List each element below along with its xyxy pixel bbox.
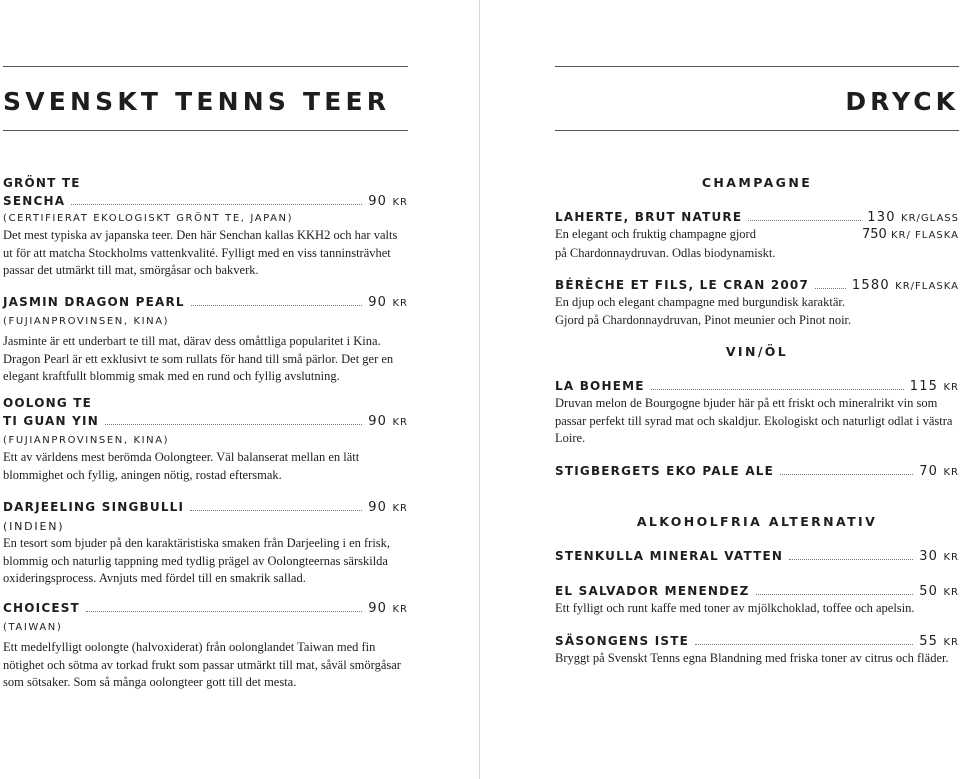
dot-leader	[789, 558, 913, 560]
page-fold	[479, 0, 480, 779]
item-description: Jasminte är ett underbart te till mat, därav dess omåttliga popularitet i Kina. Dragon Pearl är ett exklusivt te som rullats för hand till små pärlor. Det ger en elegant kraftfullt blommig smak med en rund och fyllig avslutning.	[3, 334, 394, 383]
dot-leader	[695, 643, 913, 645]
menu-item-row	[3, 293, 408, 311]
item-description: Druvan melon de Bourgogne bjuder här på ett friskt och mineralrikt vin som passar perfekt till syrad mat och skaldjur. Ekologiskt och naturligt odlat i västra Loire.	[555, 396, 953, 445]
title-bottom-rule	[3, 130, 408, 131]
item-description: Ett fylligt och runt kaffe med toner av mjölkchoklad, toffee och apelsin.	[555, 601, 915, 615]
dot-leader	[651, 388, 904, 390]
menu-item-row	[3, 192, 408, 210]
menu-item-row	[555, 462, 959, 480]
menu-item-row	[3, 412, 408, 430]
item-origin: (FUJIANPROVINSEN, KINA)	[3, 435, 170, 446]
menu-item-row	[555, 377, 959, 395]
item-origin: (FUJIANPROVINSEN, KINA)	[3, 316, 170, 327]
menu-item-el-salvador	[555, 582, 959, 618]
page-title-drinks: DRYCK	[845, 87, 959, 116]
item-name: CHOICEST	[3, 601, 80, 615]
dot-leader	[815, 287, 846, 289]
menu-item-laherte	[555, 208, 959, 262]
menu-item-bereche	[555, 276, 959, 329]
item-price-glass: 130 KR/GLASS	[867, 210, 959, 225]
menu-item-darjeeling-singbulli	[3, 498, 408, 588]
dot-leader	[86, 610, 362, 612]
item-price: 115 KR	[909, 379, 959, 394]
menu-item-row	[3, 498, 408, 516]
item-description: En tesort som bjuder på den karaktäristiska smaken från Darjeeling i en frisk, blommig och naturlig tappning med tydlig prägel av Oolongteernas särskilda oxideringsprocess. Avnjuts med fördel till en smakrik sallad.	[3, 536, 391, 585]
menu-item-row	[555, 547, 959, 565]
item-name: LAHERTE, BRUT NATURE	[555, 210, 743, 224]
item-price: 90 KR	[368, 500, 408, 515]
menu-item-jasmin-dragon-pearl	[3, 293, 408, 386]
menu-section-green-tea	[3, 174, 408, 280]
menu-item-la-boheme	[555, 377, 959, 448]
item-origin: (INDIEN)	[3, 520, 65, 533]
item-price: 90 KR	[368, 295, 408, 310]
item-origin: (TAIWAN)	[3, 622, 63, 633]
menu-item-stigbergets	[555, 462, 959, 480]
item-description: Bryggt på Svenskt Tenns egna Blandning med friska toner av citrus och fläder.	[555, 651, 949, 665]
menu-item-row	[3, 599, 408, 617]
section-heading-wine-beer: VIN/ÖL	[725, 344, 789, 359]
item-description: Ett medelfylligt oolongte (halvoxiderat) från oolonglandet Taiwan med fin nötighet och sötma av torkad frukt som passar utmärkt till mat, såväl smörgåsar som sötsaker. Som så många oolongteer gott till det mesta.	[3, 640, 401, 689]
menu-item-row	[555, 276, 959, 294]
section-heading-non-alcoholic: ALKOHOLFRIA ALTERNATIV	[636, 514, 878, 529]
item-description-line: på Chardonnaydruvan. Odlas biodynamiskt.	[555, 245, 776, 260]
title-top-rule	[3, 66, 408, 67]
item-price-bottle: 750 KR/ FLASKA	[862, 227, 959, 242]
menu-item-iste	[555, 632, 959, 668]
title-bottom-rule	[555, 130, 959, 131]
item-name: JASMIN DRAGON PEARL	[3, 295, 185, 309]
item-price: 1580 KR/FLASKA	[851, 278, 959, 293]
dot-leader	[780, 473, 913, 475]
menu-item-choicest	[3, 599, 408, 692]
item-name: STENKULLA MINERAL VATTEN	[555, 549, 784, 563]
dot-leader	[105, 423, 362, 425]
item-name: SENCHA	[3, 194, 66, 208]
dot-leader	[756, 593, 914, 595]
item-price: 90 KR	[368, 601, 408, 616]
menu-item-row	[555, 582, 959, 600]
dot-leader	[71, 203, 362, 205]
item-price: 30 KR	[919, 549, 959, 564]
item-price: 70 KR	[919, 464, 959, 479]
item-name: STIGBERGETS EKO PALE ALE	[555, 464, 775, 478]
section-heading: GRÖNT TE	[3, 176, 81, 190]
item-name: DARJEELING SINGBULLI	[3, 500, 185, 514]
menu-section-oolong	[3, 394, 408, 484]
item-name: BÉRÈCHE ET FILS, LE CRAN 2007	[555, 278, 810, 292]
menu-item-row	[555, 632, 959, 650]
dot-leader	[190, 509, 362, 511]
item-price: 50 KR	[919, 584, 959, 599]
title-top-rule	[555, 66, 959, 67]
dot-leader	[748, 219, 861, 221]
section-heading: OOLONG TE	[3, 396, 93, 410]
menu-item-row	[555, 208, 959, 226]
item-origin: (CERTIFIERAT EKOLOGISKT GRÖNT TE, JAPAN)	[3, 213, 294, 224]
dot-leader	[191, 304, 362, 306]
item-description: Ett av världens mest berömda Oolongteer. Väl balanserat mellan en lätt blommighet och fyllig, aningen nötig, rostad eftersmak.	[3, 450, 360, 482]
item-name: TI GUAN YIN	[3, 414, 99, 428]
item-price: 90 KR	[368, 414, 408, 429]
item-price: 55 KR	[919, 634, 959, 649]
item-name: SÄSONGENS ISTE	[555, 634, 690, 648]
section-heading-champagne: CHAMPAGNE	[701, 175, 813, 190]
item-price: 90 KR	[368, 194, 408, 209]
item-description: En djup och elegant champagne med burgundisk karaktär. Gjord på Chardonnaydruvan, Pinot meunier och Pinot noir.	[555, 295, 852, 327]
item-description: Det mest typiska av japanska teer. Den här Senchan kallas KKH2 och har valts ut för att matcha Stockholms vattenkvalité. Fylligt med en viss tanninsträvhet passar det utmärkt till mat, smörgåsar och bakverk.	[3, 228, 398, 277]
item-name: EL SALVADOR MENENDEZ	[555, 584, 750, 598]
page-title-tea: SVENSKT TENNS TEER	[3, 87, 391, 116]
menu-item-stenkulla	[555, 547, 959, 565]
item-description-line: En elegant och fruktig champagne gjord 750 KR/ FLASKA	[555, 226, 959, 245]
item-name: LA BOHEME	[555, 379, 645, 393]
